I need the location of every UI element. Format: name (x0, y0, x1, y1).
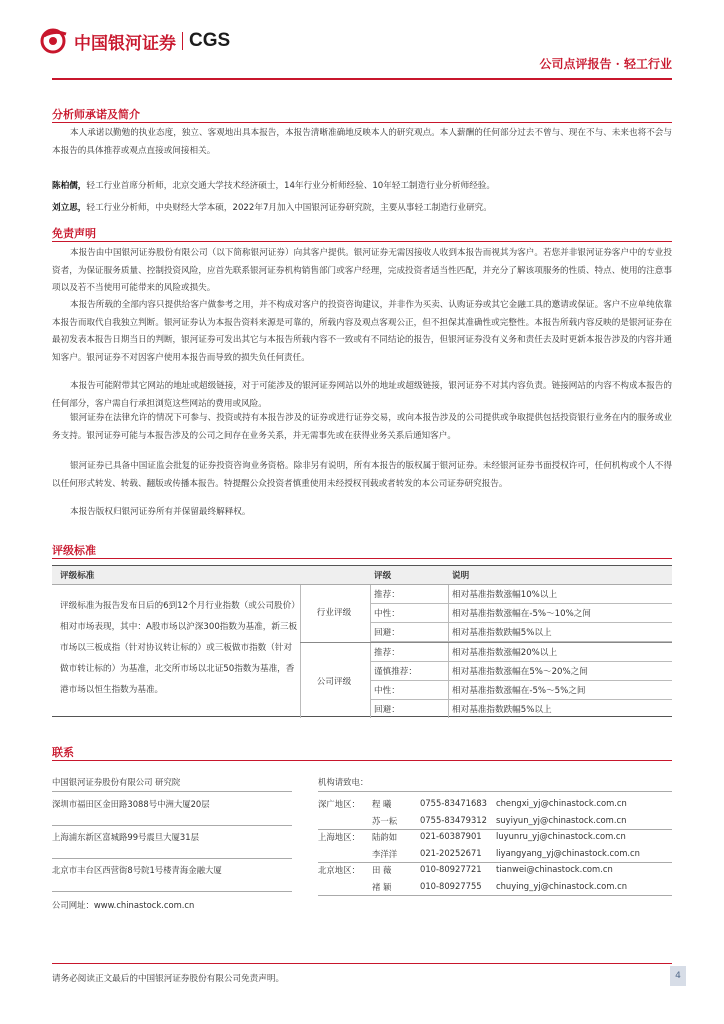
office-address: 上海浦东新区富城路99号震旦大厦31层 (52, 832, 199, 842)
table-row (370, 700, 672, 719)
contact-name: 李洋洋 (372, 849, 398, 859)
rating-level: 推荐： (374, 648, 400, 658)
region-label: 深广地区： (318, 799, 360, 809)
contact-email[interactable]: chuying_yj@chinastock.com.cn (496, 881, 628, 891)
rating-level: 推荐： (374, 590, 400, 600)
contact-email[interactable]: luyunru_yj@chinastock.com.cn (496, 831, 626, 841)
analyst-section-title: 分析师承诺及简介 (52, 108, 140, 121)
rating-section-title: 评级标准 (52, 544, 96, 557)
contact-email[interactable]: chengxi_yj@chinastock.com.cn (496, 798, 627, 808)
contact-divider (52, 825, 292, 826)
rating-description: 相对基准指数涨幅10%以上 (452, 590, 558, 600)
section-divider (52, 241, 672, 242)
company-logo (40, 28, 230, 54)
analyst-statement: 本人承诺以勤勉的执业态度，独立、客观地出具本报告，本报告清晰准确地反映本人的研究观点。本人薪酬的任何部分过去不曾与、现在不与、未来也将不会与本报告的具体推荐或观点直接或间接相关。 (52, 128, 672, 156)
contact-divider (318, 791, 672, 792)
rating-level: 中性： (374, 686, 400, 696)
section-divider (52, 760, 672, 761)
rating-level: 回避： (374, 705, 400, 715)
office-address: 北京市丰台区西营街8号院1号楼青海金融大厦 (52, 865, 222, 875)
contact-name: 苏一耘 (372, 816, 398, 826)
contact-divider (318, 895, 672, 896)
rating-standard-description: 评级标准为报告发布日后的6到12个月行业指数（或公司股价）相对市场表现，其中：A股市场以沪深300指数为基准，新三板市场以三板成指（针对协议转让标的）或三板做市指数（针对做市转让标的）为基准，北交所市场以北证50指数为基准，香港市场以恒生指数为基准。 (60, 601, 300, 695)
header-cell: 说明 (452, 571, 470, 581)
rating-description: 相对基准指数跌幅5%以上 (452, 628, 552, 638)
disclaimer-paragraph: 银河证券在法律允许的情况下可参与、投资或持有本报告涉及的证券或进行证券交易，或向本报告涉及的公司提供或争取提供包括投资银行业务在内的服务或业务支持。银河证券可能与本报告涉及的公司之间存在业务关系，并无需事先或在获得业务关系后通知客户。 (52, 413, 672, 441)
contact-phone: 021-20252671 (420, 848, 482, 858)
table-row (370, 585, 672, 604)
contact-phone: 0755-83479312 (420, 815, 487, 825)
contact-email[interactable]: liyangyang_yj@chinastock.com.cn (496, 848, 640, 858)
table-row (370, 681, 672, 700)
sales-header: 机构请致电： (318, 777, 369, 787)
logo-divider (182, 32, 183, 50)
disclaimer-section-title: 免责声明 (52, 227, 96, 240)
contact-email[interactable]: suyiyun_yj@chinastock.com.cn (496, 815, 627, 825)
disclaimer-paragraph: 银河证券已具备中国证监会批复的证券投资咨询业务资格。除非另有说明，所有本报告的版权属于银河证券。未经银河证券书面授权许可，任何机构或个人不得以任何形式转发、转载、翻版或传播本报告。特提醒公众投资者慎重使用未经授权刊载或者转发的本公司证券研究报告。 (52, 461, 672, 489)
region-label: 北京地区： (318, 865, 360, 875)
logo-english-name: CGS (189, 30, 231, 51)
rating-table (52, 565, 672, 717)
contact-name: 田 薇 (372, 865, 392, 875)
disclaimer-paragraph: 本报告版权归银河证券所有并保留最终解释权。 (70, 507, 251, 517)
contact-divider (318, 829, 672, 830)
company-rating-label: 公司评级 (316, 677, 352, 687)
page-number: 4 (670, 966, 686, 986)
analyst-bio: 轻工行业分析师，中央财经大学本硕，2022年7月加入中国银河证券研究院，主要从事轻工制造行业研究。 (86, 203, 492, 213)
rating-level: 回避： (374, 628, 400, 638)
header-cell: 评级标准 (60, 571, 95, 581)
contact-phone: 0755-83471683 (420, 798, 487, 808)
rating-description: 相对基准指数跌幅5%以上 (452, 705, 552, 715)
table-row (370, 662, 672, 681)
contact-name: 程 曦 (372, 799, 392, 809)
contact-name: 褚 颖 (372, 882, 392, 892)
footer-disclaimer-notice: 请务必阅读正文最后的中国银河证券股份有限公司免责声明。 (52, 974, 285, 984)
galaxy-logo-icon (40, 28, 68, 54)
analyst-bio: 轻工行业首席分析师，北京交通大学技术经济硕士，14年行业分析师经验、10年轻工制造行业分析师经验。 (86, 181, 495, 191)
table-divider (300, 585, 301, 718)
analyst-entry (52, 178, 672, 196)
contact-divider (318, 862, 672, 863)
company-name: 中国银河证券股份有限公司 研究院 (52, 777, 181, 787)
rating-description: 相对基准指数涨幅在5%～20%之间 (452, 667, 588, 677)
header-cell: 评级 (374, 571, 392, 581)
industry-rating-label: 行业评级 (316, 608, 352, 618)
contact-divider (52, 858, 292, 859)
rating-description: 相对基准指数涨幅20%以上 (452, 648, 558, 658)
contact-divider (52, 891, 292, 892)
contact-phone: 010-80927755 (420, 881, 482, 891)
contact-divider (52, 791, 292, 792)
contact-phone: 021-60387901 (420, 831, 482, 841)
analyst-entry (52, 200, 672, 218)
disclaimer-paragraph: 本报告由中国银河证券股份有限公司（以下简称银河证券）向其客户提供。银河证券无需因接收人收到本报告而视其为客户。若您并非银河证券客户中的专业投资者，为保证服务质量、控制投资风险，应首先联系银河证券机构销售部门或客户经理，完成投资者适当性匹配，并充分了解该项服务的性质、特点、使用的注意事项以及若不当使用可能带来的风险或损失。 (52, 248, 672, 293)
company-website[interactable]: 公司网址：www.chinastock.com.cn (52, 900, 195, 910)
footer-divider (52, 963, 672, 964)
rating-description: 相对基准指数涨幅在-5%～5%之间 (452, 686, 586, 696)
office-address: 深圳市福田区金田路3088号中洲大厦20层 (52, 799, 210, 809)
table-row (370, 643, 672, 662)
report-type-label: 公司点评报告 · 轻工行业 (539, 57, 672, 71)
disclaimer-paragraph: 本报告所载的全部内容只提供给客户做参考之用，并不构成对客户的投资咨询建议，并非作为买卖、认购证券或其它金融工具的邀请或保证。客户不应单纯依靠本报告而取代自我独立判断。银河证券认为本报告资料来源是可靠的，所载内容及观点客观公正，但不担保其准确性或完整性。本报告所载内容反映的是银河证券在最初发表本报告日期当日的判断，银河证券可发出其它与本报告所载内容不一致或有不同结论的报告，但银河证券没有义务和责任去及时更新本报告涉及的内容并通知客户。银河证券不对因客户使用本报告而导致的损失负任何责任。 (52, 300, 672, 363)
rating-table-header (52, 566, 672, 585)
analyst-name: 刘立思， (52, 203, 87, 213)
region-label: 上海地区： (318, 832, 360, 842)
contact-phone: 010-80927721 (420, 864, 482, 874)
rating-level: 谨慎推荐： (374, 667, 417, 677)
contact-email[interactable]: tianwei@chinastock.com.cn (496, 864, 613, 874)
table-row (370, 623, 672, 642)
contact-section-title: 联系 (52, 746, 74, 759)
section-divider (52, 558, 672, 559)
table-row (370, 604, 672, 623)
logo-chinese-name: 中国银河证券 (74, 33, 176, 54)
section-divider (52, 122, 672, 123)
header-divider (52, 78, 672, 80)
disclaimer-paragraph: 本报告可能附带其它网站的地址或超级链接，对于可能涉及的银河证券网站以外的地址或超级链接，银河证券不对其内容负责。链接网站的内容不构成本报告的任何部分，客户需自行承担浏览这些网站的费用或风险。 (52, 381, 672, 409)
rating-description: 相对基准指数涨幅在-5%～10%之间 (452, 609, 591, 619)
analyst-name: 陈柏儒， (52, 181, 87, 191)
contact-name: 陆韵如 (372, 832, 398, 842)
rating-level: 中性： (374, 609, 400, 619)
